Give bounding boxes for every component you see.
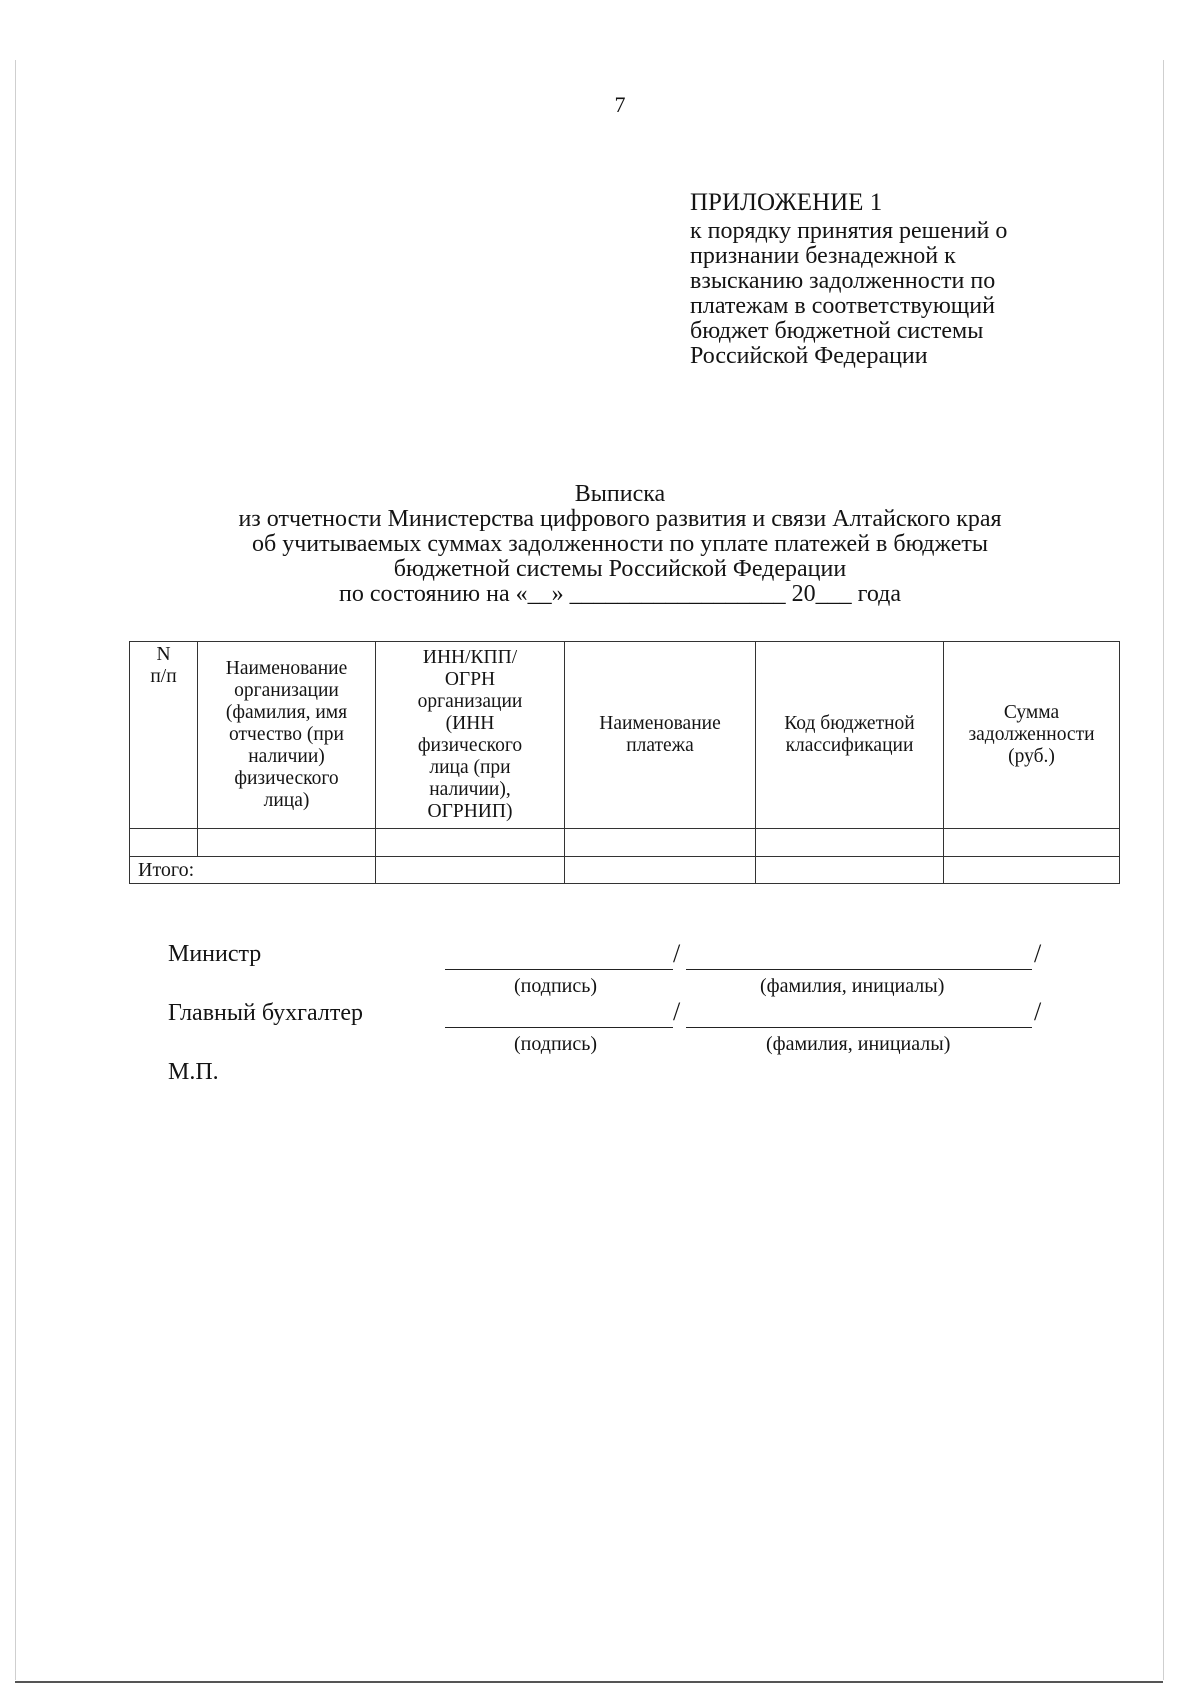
- accountant-slash: /: [673, 997, 681, 1026]
- minister-label: Министр: [168, 941, 262, 967]
- accountant-name-line[interactable]: [686, 1027, 1032, 1028]
- appendix-block: [690, 190, 1070, 369]
- header-organization-text: Наименование организации (фамилия, имя отчество (при наличии) физического лица): [225, 658, 348, 811]
- minister-signature-line[interactable]: [445, 969, 673, 970]
- header-inn-text: ИНН/КПП/ ОГРН организации (ИНН физического лица (при наличии), ОГРНИП): [417, 647, 523, 822]
- appendix-line: признании безнадежной к: [690, 243, 956, 269]
- total-cell[interactable]: [376, 857, 565, 884]
- appendix-line: Российской Федерации: [690, 343, 928, 369]
- appendix-line: платежам в соответствующий: [690, 293, 995, 319]
- table-row: [130, 829, 1120, 857]
- accountant-slash-end: /: [1034, 997, 1042, 1026]
- appendix-line: бюджет бюджетной системы: [690, 318, 984, 344]
- table-cell[interactable]: [565, 829, 756, 857]
- date-line: по состоянию на «__» __________________ 20___ года: [338, 581, 902, 607]
- minister-slash: /: [673, 939, 681, 968]
- minister-name-line[interactable]: [686, 969, 1032, 970]
- header-payment: [565, 642, 756, 829]
- minister-signature-caption: (подпись): [514, 975, 598, 997]
- table-cell[interactable]: [130, 829, 198, 857]
- accountant-signature-line[interactable]: [445, 1027, 673, 1028]
- table-cell[interactable]: [756, 829, 944, 857]
- header-number: [130, 642, 198, 829]
- header-debt-amount: [944, 642, 1120, 829]
- page-edge-left: [15, 60, 16, 1680]
- page-edge-right: [1163, 60, 1164, 1680]
- header-inn: [376, 642, 565, 829]
- header-payment-text: Наименование платежа: [599, 713, 721, 756]
- stamp-label: М.П.: [168, 1059, 219, 1085]
- header-organization: [198, 642, 376, 829]
- total-row: [130, 857, 1120, 884]
- heading-line: из отчетности Министерства цифрового развития и связи Алтайского края: [238, 506, 1002, 532]
- document-heading: [120, 482, 1120, 607]
- appendix-title: ПРИЛОЖЕНИЕ 1: [690, 189, 883, 216]
- total-label: Итого:: [130, 857, 376, 884]
- table-cell[interactable]: [944, 829, 1120, 857]
- header-debt-amount-text: Сумма задолженности (руб.): [968, 702, 1095, 767]
- total-cell[interactable]: [756, 857, 944, 884]
- minister-name-caption: (фамилия, инициалы): [760, 975, 945, 997]
- appendix-line: взысканию задолженности по: [690, 268, 996, 294]
- table-cell[interactable]: [376, 829, 565, 857]
- header-number-text: N п/п: [150, 644, 177, 687]
- accountant-name-caption: (фамилия, инициалы): [766, 1033, 951, 1055]
- total-cell[interactable]: [944, 857, 1120, 884]
- document-title: Выписка: [574, 481, 666, 507]
- minister-slash-end: /: [1034, 939, 1042, 968]
- heading-line: бюджетной системы Российской Федерации: [393, 556, 847, 582]
- header-budget-code-text: Код бюджетной классификации: [784, 713, 915, 756]
- appendix-line: к порядку принятия решений о: [690, 218, 1008, 244]
- heading-line: об учитываемых суммах задолженности по уплате платежей в бюджеты: [251, 531, 989, 557]
- accountant-signature-caption: (подпись): [514, 1033, 598, 1055]
- table-header-row: [130, 642, 1120, 829]
- debt-table: [129, 641, 1120, 884]
- accountant-label: Главный бухгалтер: [168, 1000, 363, 1026]
- table-cell[interactable]: [198, 829, 376, 857]
- page-number: 7: [614, 92, 626, 117]
- page-edge-bottom: [15, 1681, 1163, 1683]
- total-cell[interactable]: [565, 857, 756, 884]
- header-budget-code: [756, 642, 944, 829]
